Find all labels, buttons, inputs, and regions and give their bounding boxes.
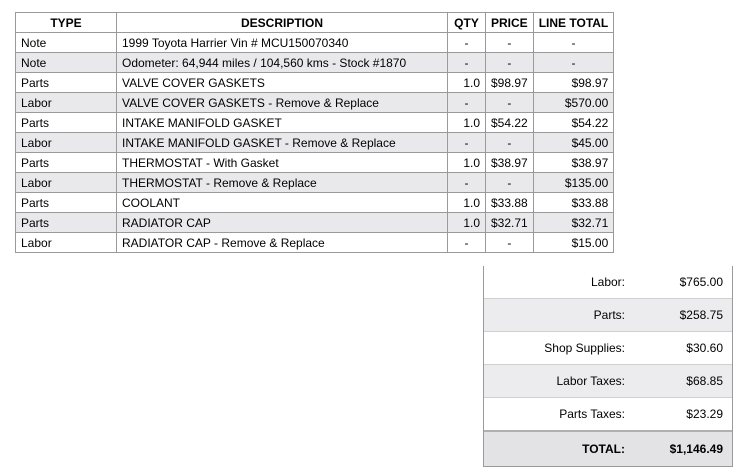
description-cell: VALVE COVER GASKETS - Remove & Replace: [117, 93, 448, 113]
totals-row: [484, 298, 732, 331]
qty-cell: -: [448, 33, 486, 53]
qty-header: QTY: [448, 13, 486, 33]
description-header: DESCRIPTION: [117, 13, 448, 33]
table-row: [16, 93, 614, 113]
table-row: [16, 173, 614, 193]
price-cell: $32.71: [486, 213, 534, 233]
table-row: [16, 213, 614, 233]
totals-value: $30.60: [686, 341, 723, 355]
description-cell: VALVE COVER GASKETS: [117, 73, 448, 93]
line-total-cell: $135.00: [533, 173, 614, 193]
price-header: PRICE: [486, 13, 534, 33]
line-total-cell: $98.97: [533, 73, 614, 93]
qty-cell: -: [448, 233, 486, 253]
qty-cell: -: [448, 93, 486, 113]
line-total-cell: -: [533, 33, 614, 53]
type-cell: Parts: [16, 73, 117, 93]
line-total-header: LINE TOTAL: [533, 13, 614, 33]
line-total-cell: $570.00: [533, 93, 614, 113]
table-row: [16, 113, 614, 133]
price-cell: $98.97: [486, 73, 534, 93]
line-total-cell: $33.88: [533, 193, 614, 213]
description-cell: COOLANT: [117, 193, 448, 213]
qty-cell: 1.0: [448, 113, 486, 133]
table-header-row: [16, 13, 614, 33]
line-total-cell: $45.00: [533, 133, 614, 153]
type-cell: Parts: [16, 213, 117, 233]
description-cell: RADIATOR CAP - Remove & Replace: [117, 233, 448, 253]
type-cell: Labor: [16, 173, 117, 193]
type-cell: Labor: [16, 233, 117, 253]
grand-total-value: $1,146.49: [669, 442, 723, 456]
totals-label: Parts Taxes:: [559, 407, 625, 421]
table-row: [16, 133, 614, 153]
line-total-cell: -: [533, 53, 614, 73]
price-cell: -: [486, 93, 534, 113]
qty-cell: -: [448, 173, 486, 193]
table-row: [16, 153, 614, 173]
type-cell: Labor: [16, 93, 117, 113]
totals-value: $68.85: [686, 374, 723, 388]
totals-label: Labor Taxes:: [556, 374, 625, 388]
type-cell: Note: [16, 33, 117, 53]
totals-row: [484, 364, 732, 397]
qty-cell: 1.0: [448, 153, 486, 173]
totals-label: Shop Supplies:: [544, 341, 625, 355]
qty-cell: -: [448, 53, 486, 73]
line-total-cell: $32.71: [533, 213, 614, 233]
type-cell: Parts: [16, 113, 117, 133]
price-cell: -: [486, 133, 534, 153]
description-cell: Odometer: 64,944 miles / 104,560 kms - Stock #1870: [117, 53, 448, 73]
grand-total-row: [484, 430, 732, 466]
price-cell: $54.22: [486, 113, 534, 133]
line-total-cell: $15.00: [533, 233, 614, 253]
qty-cell: 1.0: [448, 193, 486, 213]
table-row: [16, 233, 614, 253]
qty-cell: 1.0: [448, 73, 486, 93]
totals-label: Labor:: [590, 275, 625, 289]
qty-cell: -: [448, 133, 486, 153]
price-cell: $38.97: [486, 153, 534, 173]
line-total-cell: $54.22: [533, 113, 614, 133]
table-row: [16, 73, 614, 93]
line-total-cell: $38.97: [533, 153, 614, 173]
description-cell: 1999 Toyota Harrier Vin # MCU150070340: [117, 33, 448, 53]
price-cell: -: [486, 173, 534, 193]
totals-value: $765.00: [679, 275, 723, 289]
totals-row: [484, 266, 732, 298]
price-cell: $33.88: [486, 193, 534, 213]
type-cell: Parts: [16, 193, 117, 213]
description-cell: THERMOSTAT - With Gasket: [117, 153, 448, 173]
totals-row: [484, 397, 732, 430]
totals-row: [484, 331, 732, 364]
qty-cell: 1.0: [448, 213, 486, 233]
table-row: [16, 193, 614, 213]
type-cell: Parts: [16, 153, 117, 173]
totals-summary: [483, 266, 733, 467]
description-cell: RADIATOR CAP: [117, 213, 448, 233]
totals-label: Parts:: [593, 308, 625, 322]
description-cell: INTAKE MANIFOLD GASKET - Remove & Replace: [117, 133, 448, 153]
description-cell: THERMOSTAT - Remove & Replace: [117, 173, 448, 193]
table-row: [16, 53, 614, 73]
line-items-table: [15, 12, 614, 253]
price-cell: -: [486, 33, 534, 53]
type-header: TYPE: [16, 13, 117, 33]
table-row: [16, 33, 614, 53]
type-cell: Note: [16, 53, 117, 73]
totals-value: $23.29: [686, 407, 723, 421]
type-cell: Labor: [16, 133, 117, 153]
totals-value: $258.75: [679, 308, 723, 322]
grand-total-label: TOTAL:: [582, 442, 625, 456]
price-cell: -: [486, 233, 534, 253]
price-cell: -: [486, 53, 534, 73]
description-cell: INTAKE MANIFOLD GASKET: [117, 113, 448, 133]
